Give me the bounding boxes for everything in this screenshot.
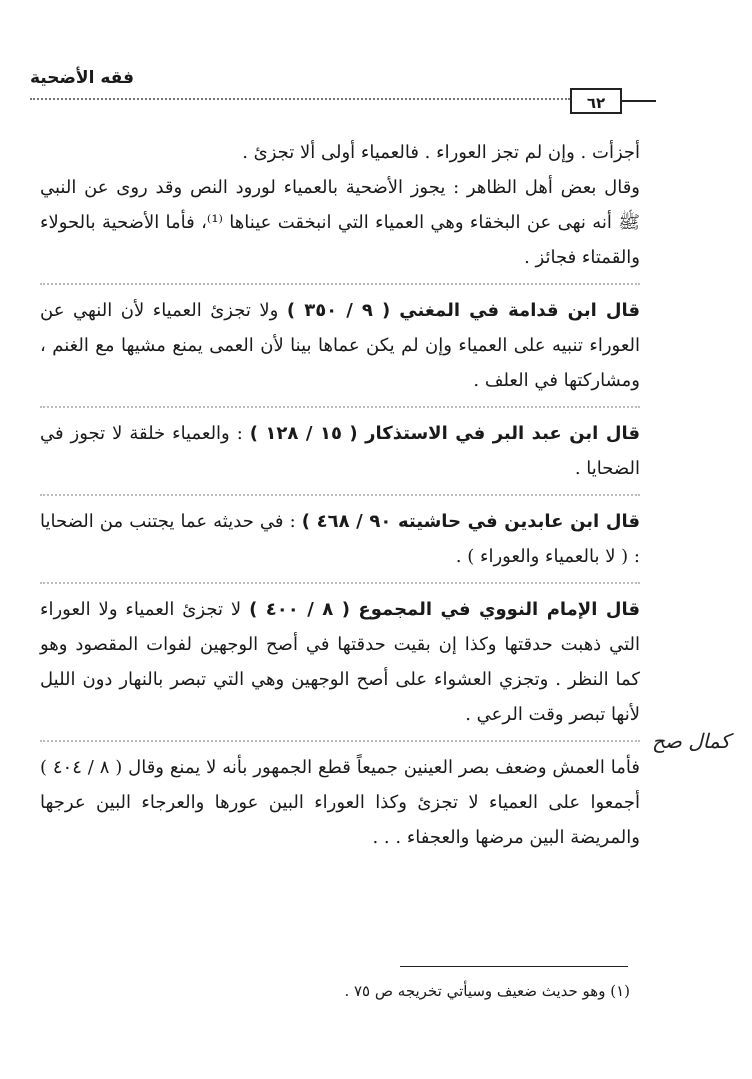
paragraph-lead: قال الإمام النووي في المجموع ( ٨ / ٤٠٠ ): [249, 599, 640, 620]
handwritten-margin-note: كمال صح: [652, 729, 730, 753]
page-header: [30, 60, 650, 130]
footnote-divider: [400, 966, 628, 967]
paragraph-text: لا تجزئ العمياء ولا العوراء التي ذهبت حدقتها وكذا إن بقيت حدقتها في أصح الوجهين لفوات المقصود وهو كما النظر . وتجزي العشواء على أصح الوجهين وهي التي تبصر بالنهار دون الليل لأنها تبصر وقت الرعي .: [40, 599, 640, 725]
paragraph: [40, 740, 640, 855]
paragraph: [40, 494, 640, 574]
paragraph: [40, 283, 640, 398]
paragraph: [40, 582, 640, 732]
page-number: ٦٢: [570, 88, 622, 114]
header-divider: [30, 98, 570, 100]
page-number-rule: [622, 100, 656, 102]
footnote: (١) وهو حديث ضعيف وسيأتي تخريجه ص ٧٥ .: [344, 982, 630, 1000]
book-title: فقه الأضحية: [30, 68, 135, 88]
paragraph-text: فأما العمش وضعف بصر العينين جميعاً قطع الجمهور بأنه لا يمنع وقال ( ٨ / ٤٠٤ ) أجمعوا على العمياء لا تجزئ وكذا العوراء البين عورها والعرجاء البين عرجها والمريضة البين مرضها والعجفاء . . .: [40, 757, 640, 848]
paragraph-text: وقال بعض أهل الظاهر : يجوز الأضحية بالعمياء لورود النص وقد روى عن النبي ﷺ أنه نهى عن البخقاء وهي العمياء التي انبخقت عيناها ⁽¹⁾، فأما الأضحية بالحولاء والقمتاء فجائز .: [40, 177, 640, 268]
paragraph-lead: قال ابن عبد البر في الاستذكار ( ١٥ / ١٢٨ ): [249, 423, 640, 444]
paragraph-lead: قال ابن قدامة في المغني ( ٩ / ٣٥٠ ): [286, 300, 640, 321]
paragraph: [40, 170, 640, 275]
paragraph-lead: قال ابن عابدين في حاشيته ٩٠ / ٤٦٨ ): [301, 511, 640, 532]
paragraph-text: أجزأت . وإن لم تجز العوراء . فالعمياء أولى ألا تجزئ .: [242, 142, 640, 163]
page-body: [40, 135, 640, 855]
paragraph-text: ولا تجزئ العمياء لأن النهي عن العوراء تنبيه على العمياء وإن لم يكن عماها بينا لأن العمى يمنع مشيها مع الغنم ، ومشاركتها في العلف .: [40, 300, 640, 391]
paragraph: [40, 135, 640, 170]
paragraph-text: : والعمياء خلقة لا تجوز في الضحايا .: [40, 423, 640, 479]
paragraph-text: : في حديثه عما يجتنب من الضحايا : ( لا بالعمياء والعوراء ) .: [40, 511, 640, 567]
paragraph: [40, 406, 640, 486]
